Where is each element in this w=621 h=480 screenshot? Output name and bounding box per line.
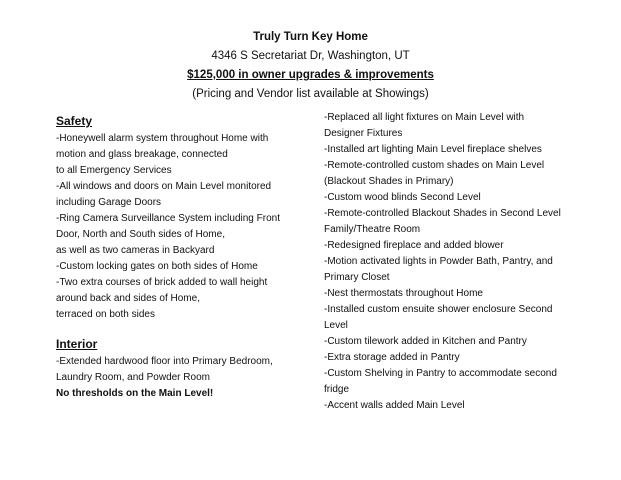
interior-heading: Interior [56,337,98,351]
list-item: -Two extra courses of brick added to wall height [56,277,268,288]
list-item: -Honeywell alarm system throughout Home with [56,133,269,144]
property-address: 4346 S Secretariat Dr, Washington, UT [211,50,410,62]
list-item: around back and sides of Home, [56,293,200,304]
list-item: -Installed art lighting Main Level fireplace shelves [324,144,542,155]
left-column [56,112,306,402]
list-item: Family/Theatre Room [324,224,421,235]
list-item: -Redesigned fireplace and added blower [324,240,504,251]
list-item: motion and glass breakage, connected [56,149,228,160]
list-item: -Custom Shelving in Pantry to accommodate second [324,368,557,379]
list-item: -Nest thermostats throughout Home [324,288,483,299]
list-item: Laundry Room, and Powder Room [56,372,210,383]
list-item: Primary Closet [324,272,390,283]
list-item: -Custom tilework added in Kitchen and Pantry [324,336,527,347]
pricing-note: (Pricing and Vendor list available at Showings) [192,88,429,100]
list-item: -Remote-controlled custom shades on Main Level [324,160,545,171]
list-item: Level [324,320,348,331]
highlight-line: No thresholds on the Main Level! [56,388,214,399]
interior-list [56,354,306,402]
upgrades-amount: $125,000 in owner upgrades & improvements [187,69,434,81]
list-item: Designer Fixtures [324,128,403,139]
list-item: including Garage Doors [56,197,162,208]
list-item: -Remote-controlled Blackout Shades in Second Level [324,208,561,219]
list-item: fridge [324,384,350,395]
list-item: to all Emergency Services [56,165,172,176]
list-item: terraced on both sides [56,309,155,320]
list-item: (Blackout Shades in Primary) [324,176,454,187]
list-item: -Accent walls added Main Level [324,400,465,411]
list-item: -Extra storage added in Pantry [324,352,460,363]
list-item: -Motion activated lights in Powder Bath, Pantry, and [324,256,553,267]
safety-heading: Safety [56,114,93,128]
safety-list [56,131,306,323]
list-item: Door, North and South sides of Home, [56,229,225,240]
list-item: -Custom wood blinds Second Level [324,192,481,203]
list-item: -Ring Camera Surveillance System including Front [56,213,280,224]
document-title: Truly Turn Key Home [253,31,368,43]
document-header [0,28,621,104]
list-item: -Replaced all light fixtures on Main Level with [324,112,525,123]
list-item: -All windows and doors on Main Level monitored [56,181,272,192]
list-item: -Installed custom ensuite shower enclosure Second [324,304,553,315]
list-item: as well as two cameras in Backyard [56,245,215,256]
list-item: -Custom locking gates on both sides of Home [56,261,258,272]
list-item: -Extended hardwood floor into Primary Bedroom, [56,356,273,367]
right-column [324,110,574,414]
